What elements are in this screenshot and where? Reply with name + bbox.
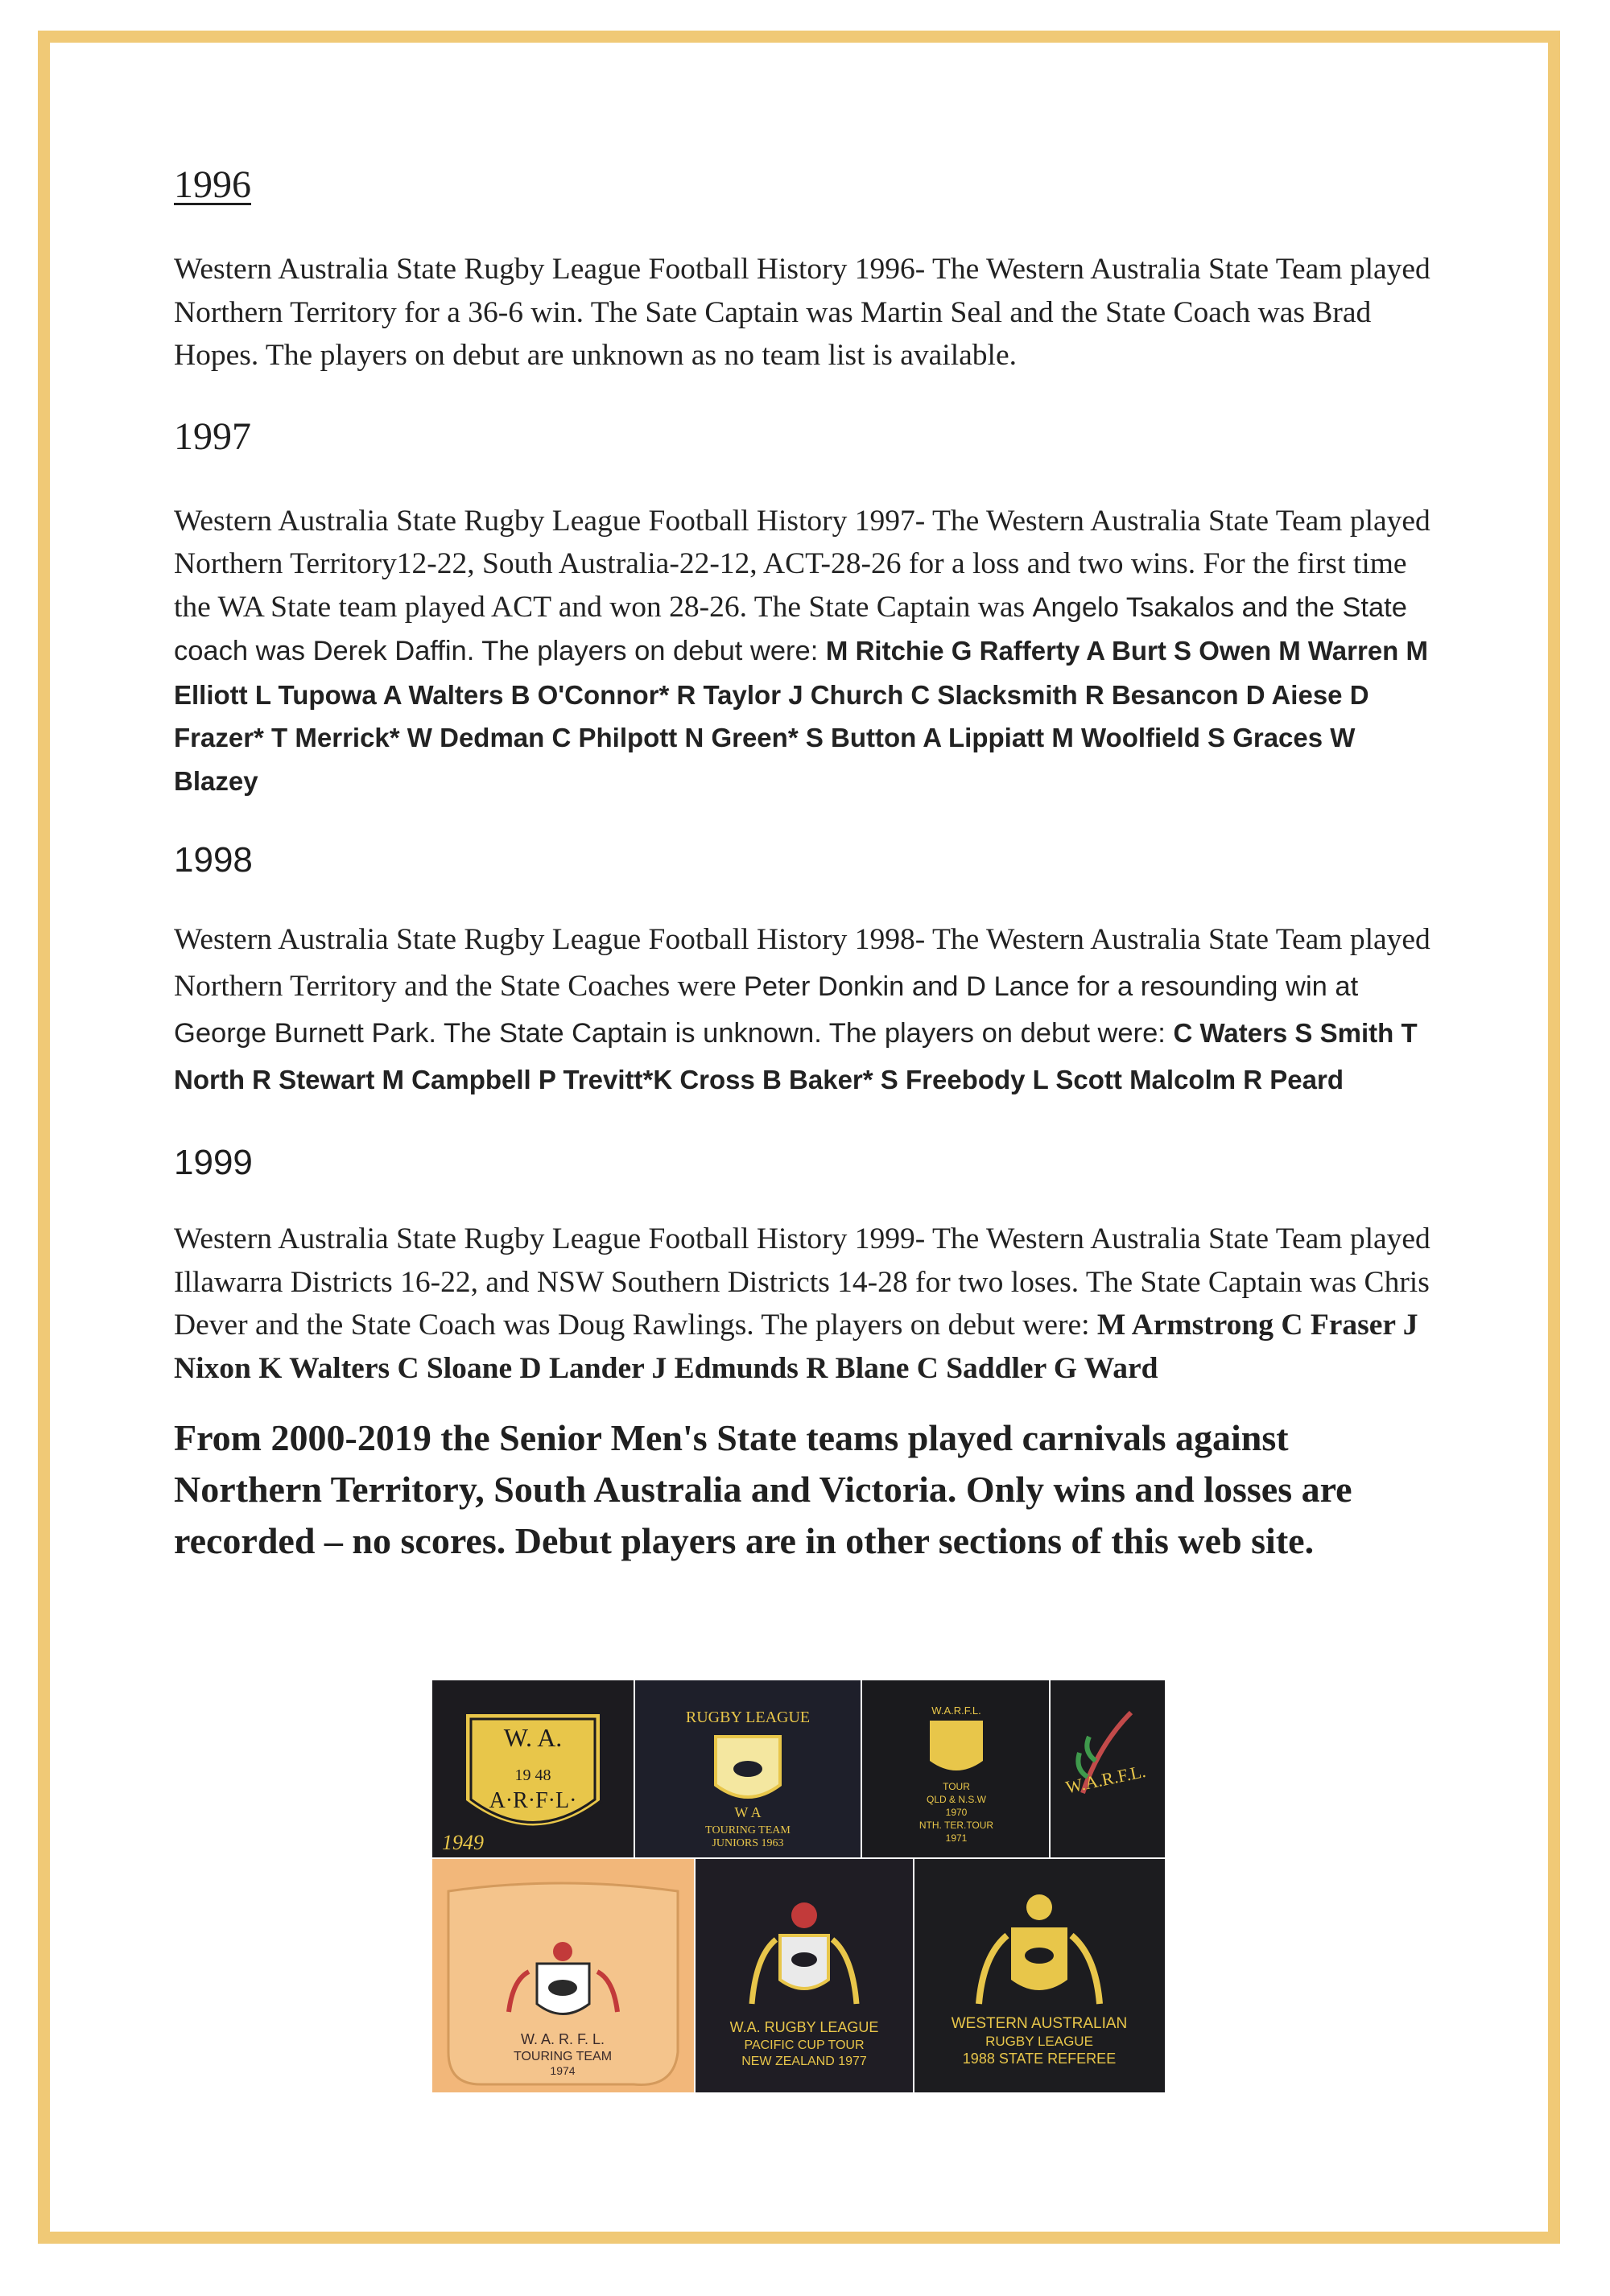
section-text-1997-serif: Western Australia State Rugby League Football History 1997- The Western Australia State Team played Northern Territory12-22, South Australia-22-12, ACT-28-26 for a loss and two wins. For the first time the WA State team played ACT and won 28-26. The State Captain was <box>174 504 1430 624</box>
patch-touring-1974-line-2: TOURING TEAM <box>513 2050 613 2063</box>
patch-1949-line-4: 1949 <box>442 1831 484 1854</box>
debut-players-1999: M Armstrong C Fraser J Nixon K Walters C Sloane D Lander J Edmunds R Blane C Saddler G Ward <box>174 1309 1418 1385</box>
patch-warfl-fern-art <box>1051 1680 1165 1857</box>
section-text-1998-sans: Peter Donkin and D Lance for a resounding win at George Burnett Park. The State Captain is unknown. The players on debut were: <box>174 971 1359 1049</box>
patch-pacific-cup-1977 <box>696 1859 913 2092</box>
patch-1949-line-2: 19 48 <box>514 1766 551 1784</box>
debut-players-1998: C Waters S Smith T North R Stewart M Campbell P Trevitt*K Cross B Baker* S Freebody L Scott Malcolm R Peard <box>174 1018 1418 1094</box>
year-heading-1996: 1996 <box>174 163 251 206</box>
patch-touring-1974-line-1: W. A. R. F. L. <box>520 2031 605 2047</box>
patch-tour-line-1: W.A.R.F.L. <box>931 1704 981 1717</box>
document-body <box>174 163 1438 1604</box>
patch-state-referee-1988 <box>914 1859 1165 2092</box>
patch-referee-line-1: WESTERN AUSTRALIAN <box>951 2015 1128 2032</box>
patch-juniors-1963-art <box>635 1680 861 1857</box>
patch-1949-line-1: W. A. <box>503 1723 563 1752</box>
patch-tour-line-4: 1970 <box>945 1807 968 1818</box>
patch-pacific-cup-line-2: PACIFIC CUP TOUR <box>744 2038 865 2052</box>
patch-warfl-fern-line-1: W.A.R.F.L. <box>1063 1760 1148 1798</box>
patch-tour-1970-1971 <box>862 1680 1049 1857</box>
year-heading-1997: 1997 <box>174 414 251 458</box>
patch-referee-line-3: 1988 STATE REFEREE <box>962 2051 1117 2067</box>
patch-touring-1974 <box>432 1859 694 2092</box>
section-text-1999 <box>174 1218 1438 1390</box>
patch-pacific-cup-line-1: W.A. RUGBY LEAGUE <box>729 2019 879 2035</box>
patch-juniors-1963-line-1: RUGBY LEAGUE <box>685 1709 811 1726</box>
patch-tour-line-3: QLD & N.S.W <box>926 1794 987 1805</box>
section-text-1999-main: Western Australia State Rugby League Football History 1999- The Western Australia State Team played Illawarra Districts 16-22, and NSW Southern Districts 14-28 for two loses. The State Captain was Chris Dever and the State Coach was Doug Rawlings. The players on debut were: <box>174 1222 1430 1342</box>
patch-juniors-1963 <box>635 1680 861 1857</box>
patch-1949 <box>432 1680 634 1857</box>
section-text-1996: Western Australia State Rugby League Football History 1996- The Western Australia State Team played Northern Territory for a 36-6 win. The Sate Captain was Martin Seal and the State Coach was Brad Hopes. The players on debut are unknown as no team list is available. <box>174 253 1430 372</box>
patch-tour-1970-1971-art <box>862 1680 1049 1857</box>
patch-touring-1974-line-3: 1974 <box>550 2064 576 2077</box>
debut-players-1997: M Ritchie G Rafferty A Burt S Owen M Warren M Elliott L Tupowa A Walters B O'Connor* R Taylor J Church C Slacksmith R Besancon D Aiese D Frazer* T Merrick* W Dedman C Philpott N Green* S Button A Lippiatt M Woolfield S Graces W Blazey <box>174 636 1428 796</box>
patch-collage-photo <box>432 1680 1165 2092</box>
patch-touring-1974-art <box>432 1859 694 2092</box>
patch-tour-line-6: 1971 <box>945 1832 968 1844</box>
section-text-1997-sans: Angelo Tsakalos and the State coach was Derek Daffin. The players on debut were: <box>174 592 1407 666</box>
section-text-1997 <box>174 500 1438 803</box>
year-heading-1998: 1998 <box>174 840 253 880</box>
patch-pacific-cup-1977-art <box>696 1859 913 2092</box>
patch-juniors-1963-line-3: TOURING TEAM <box>705 1824 791 1836</box>
year-heading-1999: 1999 <box>174 1143 253 1182</box>
patch-1949-art <box>432 1680 634 1857</box>
patch-tour-line-5: NTH. TER.TOUR <box>919 1820 994 1831</box>
section-text-1998 <box>174 917 1438 1103</box>
patch-state-referee-1988-art <box>914 1859 1165 2092</box>
patch-pacific-cup-line-3: NEW ZEALAND 1977 <box>741 2055 867 2068</box>
section-text-1998-serif: Western Australia State Rugby League Football History 1998- The Western Australia State Team played Northern Territory and the State Coaches were <box>174 923 1430 1003</box>
patch-referee-line-2: RUGBY LEAGUE <box>985 2034 1093 2049</box>
carnival-note: From 2000-2019 the Senior Men's State teams played carnivals against Northern Territory, South Australia and Victoria. Only wins and losses are recorded – no scores. Debut players are in other sections of this web site. <box>174 1417 1352 1561</box>
patch-juniors-1963-line-2: W A <box>734 1804 762 1820</box>
patch-tour-line-2: TOUR <box>943 1781 970 1792</box>
patch-juniors-1963-line-4: JUNIORS 1963 <box>712 1837 784 1849</box>
patch-1949-line-3: A·R·F·L· <box>489 1788 577 1813</box>
patch-warfl-fern <box>1051 1680 1165 1857</box>
